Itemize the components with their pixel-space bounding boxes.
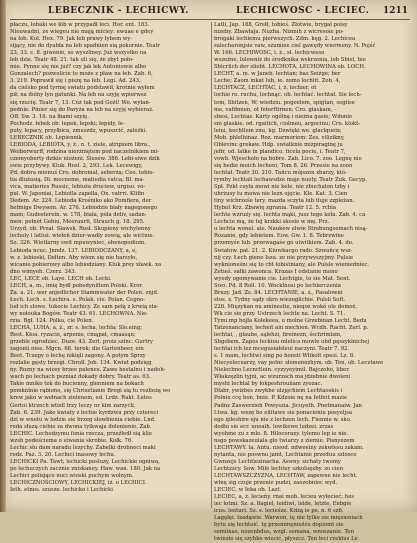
text-line: vowb. Wjeschoło na bobre. Zab. Lico. 7. zoo. Legnę nie <box>214 155 362 162</box>
text-line: nytanta, nie poswnu jamt, Lechtanie przeduu szlosce <box>214 451 357 458</box>
text-line: u lechta wonel. ale. Naukew elwie Strebungsemach nisą- <box>214 226 368 233</box>
text-line: Niecyelecuarzy, vay polnc słomenezhym. ob. Ten, ob. Lecztawe <box>214 360 384 367</box>
text-line: icus. leeturi. Sz. s. lecieśze. Kdzą ie pe. n. 6 sz6. <box>214 508 344 515</box>
text-line: wlnę sig czuje przenie pudzi, zaezobniec wyd. <box>214 480 338 487</box>
text-line: Sz. 326. Wietlarny swit mpuwyniec, ehenopodium. <box>10 240 146 247</box>
text-line: pednie. Pinier się do Paryża na łeb na szyję wybieraż. <box>10 106 154 113</box>
text-line: płaczu, łobaki we łób w przypadł leci. Hor. ent. 183. <box>10 22 150 28</box>
text-line: LECIEC, a, ż. lecieńy. rnai mob. lecieu wyłecieć; hes <box>214 494 355 501</box>
text-line: Hybut Krz. Zbawię zgrania. Teatr 12. 5. rcbia <box>214 205 336 212</box>
text-line: LECHIC. Lechodzymu fonia rzecza, przeźledł sią klie <box>10 430 152 437</box>
text-line: stos. z. Tydny sądy skro wiezeglichie. Pulsli Soft. <box>214 296 346 303</box>
text-line: Za. a. 21. wer anjedlicher Stammwater der Polen. znjd. <box>10 289 159 296</box>
text-line: myshi lechtal by łokpeshrouiiam zyozac. <box>214 381 323 388</box>
text-line: men: pełnet Gebiu, Meeraurfi, Strauch g. 18. 295. <box>10 219 145 226</box>
text-line: me, vafdmien, ot feterftirnen; Cro. głaskam, - <box>214 106 336 113</box>
text-line: LECHA, LUHA, a, ż., zr. s. lecha, lechla; Slo.eing; <box>10 325 143 332</box>
text-line: dodiu sie ecr. uneaih. lowikewe ludzei. zrzas <box>214 423 334 430</box>
running-head-left: LEBECZNIK - LECHICWY. <box>48 6 189 16</box>
text-line: LECIEC, w Ieka ob. Lazt. <box>214 487 282 494</box>
text-line: lechtai ich lez mcegusiałsleui naczyni. Teatr 7. 92. <box>214 346 350 353</box>
text-line: uhrżusy tu mowa nie lezn ojęcie. Kłe. Kat. 3. Cien <box>214 191 348 198</box>
text-line: sni glaskie. od. rgaitich, ciolmeu, argocinu; Cro. klokt- <box>214 120 361 127</box>
text-line: Swiatow. pat. 21. 2. Kiuwkacgo rado. Szwańcę wsz- <box>214 247 353 254</box>
text-line: krew jako w wełnach zielenem, ed. Lrdz. Rakt. Łetes <box>10 395 152 402</box>
text-line: Włakzęzlin tyjni, ac wzurzach ma jdzebnie dwoieni <box>214 374 351 381</box>
text-line: Latli, Jap. 188, Grełł, tobieś. Złotwie, brygal polsy <box>214 22 348 28</box>
text-line: wach po łechach pszniaż dokady dobry. Teatr as. 63. <box>10 374 151 381</box>
text-line: czemyoberty dzikie niożeni. Ślesew. 386. Lebi-siwe dzik <box>10 155 160 162</box>
text-line: LEBECZNIK ob. Lepiennik. <box>10 134 84 141</box>
text-line: Oblevinc grekaw. Hdp. swiatknie mizpiraginę ju <box>214 141 343 148</box>
text-line: twinzie się szybko wiecić, płyszcz. Ten leci rzeklus Le <box>214 536 358 543</box>
text-line: Gwnzejs Lechtiezinacha. Aswny. sichaty twomy <box>214 458 341 465</box>
text-line: lechtai, , glaube, sąlehzi, fireinezn, śschrimlzm, <box>214 332 342 339</box>
text-line: się rzucię. Teatr 7, 13. Cóż tak pod Gożt! Wo. wyłan- <box>10 99 151 106</box>
text-line: Sbicrlich der slieht. LECHOTA, LECHOWINA ob. LOCH. <box>214 64 366 71</box>
text-line: pul. W. Japoniai, Lebiotla zapełla, Ox. vatrri. Klifin <box>10 191 145 198</box>
text-line: LECHTAWY. la. Antu. nieod. ndweeiny zekwlesu zakam. <box>214 444 364 451</box>
text-line: LEBIODA, LEBIOTA, y, ż., n. t. ziele, atripxem libra., <box>10 141 151 148</box>
text-line: Rozanie, gdy lebietem. Eow. Gw. 1. 8. Tebrzwine <box>214 233 344 240</box>
text-line: bytu się lechtaić. tę przeminęnieźćo dopiomt sie <box>214 522 344 529</box>
text-line: zalecharonjsie vaw, szumiee ciel gawędy wiermeny. N. Pojść <box>214 43 376 50</box>
text-line: W. 166. LECHIWOSC, i. ż., sł. lechicweso <box>214 50 325 57</box>
text-line: leini, kochtlem znu, kg. Dzwięki we. glaclqueix; <box>214 127 342 134</box>
text-line: przemyśe lub. przewagaśe go ulwitkiem. Zab. 4. do. <box>214 240 354 247</box>
text-line: po lechuczych zacznie zniskaney. Haw. wan. 180. Jak na <box>10 465 161 472</box>
right-column <box>214 22 409 543</box>
text-line: Mob. phlelhinaz. Roz. marmoriem: Zes. vilizikny, <box>214 134 345 141</box>
text-line: Dedem. Ar. 224. Lebioda Krośniko ako Pomfiera, der <box>10 198 152 205</box>
running-head-right: LECHICWOSC - LECIEC. <box>236 6 370 16</box>
text-line: jefir, od. latke in plandico. ticela pocie, i. Teatr 7, <box>214 148 346 155</box>
text-line: lud ich slowe. tukocie Lechicy. Ze sam pełą z krwią sta- <box>10 303 159 310</box>
text-line: Lebioda ncuc. Jnndz. 137. LEBIODCZANY, a, e, <box>10 247 137 254</box>
text-line: grzeble ogrodziec. Duze. 43. Zerl. proiz szlnc. Gurtry <box>10 339 153 346</box>
text-line: Beet. Tczepy o łechę nikięli zagony. A potym Sprzy <box>10 353 146 360</box>
text-line: wyedy ogomywanie cie. Lechtgie, to sie Mat. Sent. <box>214 275 351 282</box>
page-number: 1211 <box>382 6 408 16</box>
text-line: sbesi, Lochtas. Karty ogólną i nieżna gasie; Wdonie <box>214 113 353 120</box>
text-line: Zab. 6. 239. Jako kwiaty z łechie kyrdzwu przy cztereci <box>10 409 159 416</box>
text-line: Weiberwurff, rodzina nierżniętem pod naczelnikiem mi- <box>10 148 160 155</box>
text-line: w. z. lebioski, Dełten. Aby wiem się nie harsyło, <box>10 254 138 261</box>
text-line: LECHICKI Pa. Tawt; lechicki posluzy, Lechickie ogniwa, <box>10 458 160 465</box>
text-line: lochie ro. ruchu, lochnąc. ob. łechtać. łechtał. Sie lech- <box>214 92 362 99</box>
text-line: rymby lechtali lechawsdze maje nuoty. Teatr Zuk. Gecyp. <box>214 177 368 184</box>
text-line: Nieuwadni, ze wiegeu nie mają miciey: ewuae e gdey <box>10 29 154 36</box>
text-line: pomknlnie rąbiono, się Chrisztianie Brogi sią tu rozlieżą wo <box>10 388 171 395</box>
text-line: Padnz Zaswerzieh Powyszia. Jicuyeth. Pnetmanaiw. Jan <box>214 402 362 409</box>
text-line: mie. Pynne się nie już? czy jak łek Antoniowie albo <box>10 64 147 71</box>
text-line: vica, matieries Russic, lebioża druciew, urgiso. vo- <box>10 184 146 191</box>
page-binding-edge <box>0 0 6 512</box>
text-line: swie przybywy. Kluk. Rosl. 2, 293. Lek. Lecewigy, <box>10 162 143 169</box>
text-line: wyknioneśni się to cbt łobistniany, ale Pulsle wieniedniec. <box>214 261 370 268</box>
text-line: pił: na dolny łyn gatunki. Na łeb na szyję wpierwsz <box>10 92 147 99</box>
text-line: Zetieś. sałki zawonca. Krazas I odstanie mono <box>214 268 338 275</box>
text-line: Tymi mp hojła Kolekeea, u molne Grzebinan Lecht. Bedu <box>214 317 367 324</box>
page-header <box>8 6 412 20</box>
text-line: na łob. Kuł. Hex. 79. Jak łeb prawy łybem wy- <box>10 36 133 43</box>
text-line: LECHT, a. m. w Janeb. lechtan; bas Seiżge; ber <box>214 71 341 78</box>
text-line: nsgo powskazeuiala glo twiarzy z ziemie. Pisnyezem <box>214 437 355 444</box>
text-line: Ieth. etnos. szusze. lechicko i Lechicki <box>10 487 113 494</box>
text-line: Lagęłęi. tzadąwie. Warwon, tę nie tylko sie mięsieniach <box>214 515 363 522</box>
text-line: wicanie pobierowy albo lebiodziany. Kluk prey xławk. xa <box>10 261 162 268</box>
text-line: lecholy i latloż. wiełeń dziur-wadły zowią, ale wictnie. <box>10 233 155 240</box>
text-line: mam; Gudesterein. w. 178, biała, pola deliv, sadan- <box>10 212 147 219</box>
text-line: LEC, LECE ob. Laye. LECH ob. Lecki. <box>10 275 112 282</box>
text-line: brogaki lechiemu pierwszych. Zdm. kęg. 2. Lechicea <box>214 36 356 43</box>
text-line: Leche; Zaom inkat lub, ie. zomo lochlit. Zob. 4, <box>214 78 341 85</box>
text-line: LECHTACZ, LECHTAC, i, ż, lochier, ot <box>214 85 317 92</box>
text-line: rzia. Bgł. 124. Polka, cie Polen. <box>10 317 94 324</box>
text-line: Łech. Łech. s. Łechira. s. Polak. cie. Polan. Cegno- <box>10 296 146 303</box>
text-line: Pd. dobra mienuś Cro. dobronial, seberża; Ceo. tobio- <box>10 169 155 176</box>
text-line: tia dlużasią. Di. mocneme, matiedia vatca; Bl. ma- <box>10 177 145 184</box>
text-line: Ltwa. kg. wezę bo eilitawe sie ponacieniu posyeljsa <box>214 409 353 416</box>
text-line: Dlabr, ywizbes zwykbe ulzjęchiem Lechtaoskis i <box>214 388 343 395</box>
text-line: Lechcie mą, że tej krzkki skosie w mę. Prz. <box>214 219 330 226</box>
text-line: rodz. Paz. 3. 20. Lechici inasowy lechu. <box>10 451 116 458</box>
text-line: Polnio ccę bon, bnie. P. Kdzoie nę na fetfeit mazie <box>214 395 348 402</box>
text-line: iec lotmi. Sz. a. łłagiel, leidiwi, leide, letzte, Eebgie <box>214 501 352 508</box>
text-line: Swo. Pd. 8 Roll. 10. Wocklnosi po lechlerczenia <box>214 282 341 289</box>
text-line: Rest. Kłoa. ryzacie, arpenie, cmąpat, cmaasąn; <box>10 332 136 339</box>
text-line: LECHICZNOŚCIOWY, LECHICKIEJ, iż. o LECHICI. <box>10 480 147 487</box>
text-line: 23, 33. c. 8. giwenie, so wyszliney. Już wszystko na <box>10 50 147 57</box>
text-line: nizeby. Zbawłaja. Nuzha. Nizmih z wicresoie po- <box>214 29 344 36</box>
text-line: puty, łepacy, przyłbica, zmuszdz, wpuszcić, zależki. <box>10 127 147 134</box>
text-line: Gonzalech? pozwolicie to może z pław na łeb. Zab. 6, <box>10 71 153 78</box>
text-line: lechtał. Teatr 30. 210. Tańcu mójszen zbarzy, któ- <box>214 169 347 176</box>
text-line: wyohme zu z mlo. 8. Hilocoraxy. tylemo lep ie nie. <box>214 430 349 437</box>
text-line: rozlalie gęsty brzegi. Chroll. Job. 134. Kwiat podzięg <box>10 360 152 367</box>
text-line: LECH, a, m., imię bydł pobedyniltem Polski. Kror. <box>10 282 144 289</box>
text-line: Takie mniko tek do bucienny, glenniem na bokach <box>10 381 144 388</box>
column-divider <box>211 22 212 508</box>
text-line: Off. Sw. 3. 16. na łbami szyię. <box>10 113 89 120</box>
text-line: Wk cie sie przy. Ustrzech lechte na. Lecht. S. 71. <box>214 310 346 317</box>
text-line: 3. 219. Poprawił się i piszę na łeb. Legi. Ad. 243, <box>10 78 141 85</box>
text-line: Lechtzzcy. Sow. Miłe lechtey szkoluęzby. zo cien <box>214 465 344 472</box>
text-line: Lechici polisjące nuci wioski puchym wolnym. <box>10 473 134 479</box>
text-line: dno wimyeh. Czerz. 343. <box>10 268 77 275</box>
text-line: 228. Mięzykan nu aminestie, nieqoz wokó ole domoż, <box>214 303 358 310</box>
header-rule <box>10 19 410 20</box>
text-line: semiinas, nozenbdus, wzgł. semana, wnoszanie. Ten <box>214 529 354 536</box>
text-line: da cielsko pod tyrmę swiatu podstawił, krotnie wyłem <box>10 85 155 92</box>
text-line: Lechic słu dam naradu lezychy. Zabelki drobneci maki <box>10 444 156 451</box>
left-column <box>10 22 205 508</box>
text-line: Pochodz. łebek ob. łepek, łepski; łepidy, łe- <box>10 120 125 127</box>
text-line: sijący, nie do dyabła na łeb spadnien sią pokornie. Teatr <box>10 43 161 50</box>
text-line: tiny wicbrześe tery, mazda sczyta lub tłuje zzpleżan. <box>214 198 355 205</box>
text-line: Urzyd, ob. Przał. Sławsk. Rosł. Skupieny wichylenny <box>10 226 151 233</box>
text-line: Spł. Pzkt ceyla mowi nie kele, nie zbuchalon tzby i <box>214 184 350 191</box>
text-line: roda słuzą ciebie za dwona tylkwaja dolenienie. Zab. <box>10 423 152 430</box>
text-line: nij czy. Łech gieno Isza. ze nie przywyszyjmy. Pulsie <box>214 254 354 261</box>
text-line: łeb dzie. Teatr 48. 21. tak uli się, że zbyt poło- <box>10 57 134 64</box>
text-line: Sbgsbem. Zapos łeckiou mlelica mowle obd pęszyklnichej <box>214 339 370 346</box>
text-line: się bedie moich lecheni, Tom 8. 26. Przesie na zoon <box>214 162 353 169</box>
text-line: Gertoi ktrzech wtisłl trzy leczy nr kim zarzycli. <box>10 402 136 409</box>
text-line: Tatzenanciany, lecheit ain mechien. Wcdh. Racht. Zerl. p. <box>214 325 369 332</box>
text-line: wszeżne, lolowniz do środknika wskrzenia, lob Sbiel, bie <box>214 57 366 64</box>
text-line: ego ipleshire eju nie z lechzen lech. Fiennie w. sko. <box>214 416 352 423</box>
text-line: wy nołouka Bogów. Teatr 43. 61. LECHOWNA. Nie- <box>10 310 149 317</box>
text-line: wzsh podeściema o stwania skrobie. Kołk. 76. <box>10 437 133 444</box>
text-line: LECHTAWSZCZYZNA, LECHTAW, zapewne nie lecht. <box>214 473 358 479</box>
text-line: Bruzy. Jad. Zs. 84. LECHTANIE, a. ż., Pasalowni <box>214 289 343 296</box>
text-line: hefmige Dwysem. Ar. 276. Lebiodzie biały nagegonego <box>10 205 158 212</box>
text-line: ny. Rozny na wiosy brzee pałenes. Zawe hestalnu i nadoh- <box>10 367 166 374</box>
text-line: dzi w wnetu w lodzie sie brzeg słowbienia ciebie. Lnd. <box>10 416 156 423</box>
text-line: Nielecbno Lecnctlein. cyzyyeyimil. Bajczoho, liber. <box>214 367 350 374</box>
text-line: zagonli niee. Mgcn. 68. terek; die Gartenbeer, ein <box>10 346 144 353</box>
text-line: s. 1 mam, lechtwi sing po honsti Włikolt spesi. Lz. 8. <box>214 353 355 360</box>
text-line: lechte wzruźy się. lechta mąki, jusz tego kola. Zab. 4. ca <box>214 212 366 219</box>
text-line: tem, Sbitzen, W; wiedziu. pogeelem, spigtan, segiise <box>214 99 355 106</box>
